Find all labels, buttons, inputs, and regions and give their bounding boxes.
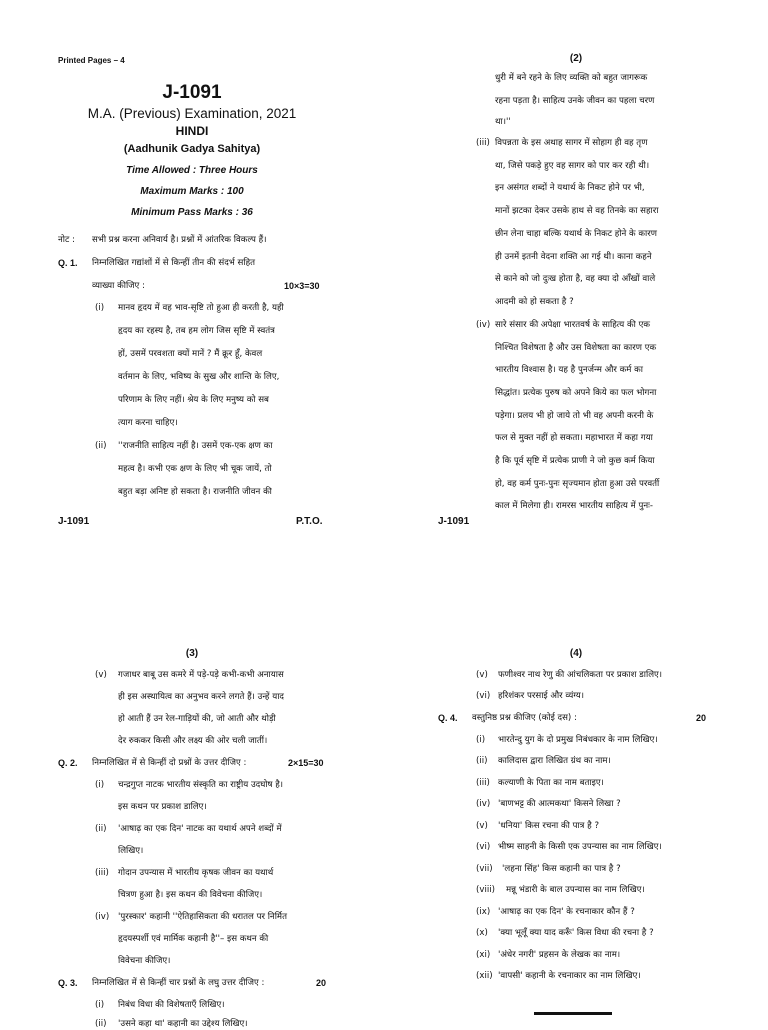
question-4-text: वस्तुनिष्ठ प्रश्न कीजिए (कोई दस) :	[472, 713, 577, 723]
page-1	[0, 0, 384, 527]
q2-i-line: इस कथन पर प्रकाश डालिए।	[118, 802, 207, 812]
page-number: (2)	[569, 53, 583, 64]
q2-i-line: चन्द्रगुप्त नाटक भारतीय संस्कृति का राष्ट्रीय उदघोष है।	[118, 780, 284, 790]
objective-item-text: 'बाणभट्ट की आत्मकथा' किसने लिखा ?	[498, 799, 621, 809]
passage-i-line: हृदय का रहस्य है, तब हम लोग जिस सृष्टि में स्वतंत्र	[118, 326, 275, 336]
objective-item-label: (iv)	[476, 799, 491, 809]
passage-iv-line: सिद्धांत। प्रत्येक पुरुष को अपने किये का फल भोगना	[495, 388, 657, 398]
q3-v-text: फणीश्वर नाथ रेणु की आंचलिकता पर प्रकाश डालिए।	[498, 670, 663, 680]
passage-ii-continued-line: धुरी में बने रहने के लिए व्यक्ति को बहुत जागरूक	[495, 73, 648, 83]
passage-v-line: ही इस अस्थायित्व का अनुभव करने लगते हैं। उन्हें याद	[118, 692, 284, 702]
passage-iv-line: हो, वह कर्म पुनः-पुनः सृज्यमान होता हुआ उसे परवर्ती	[495, 479, 660, 489]
passage-iii-line: विपन्नता के इस अथाह सागर में सोहाग ही वह तृण	[495, 138, 648, 148]
objective-item-label: (vi)	[476, 842, 491, 852]
subject-title: HINDI	[175, 124, 209, 138]
passage-iv-line: काल में मिलेगा ही। रामरस भारतीय साहित्य में पुनः-	[495, 501, 653, 511]
objective-item-text: कल्याणी के पिता का नाम बताइए।	[498, 778, 604, 788]
footer-code: J-1091	[58, 516, 90, 527]
printed-pages: Printed Pages – 4	[58, 56, 125, 65]
objective-item-text: 'वापसी' कहानी के रचनाकार का नाम लिखिए।	[498, 971, 641, 981]
end-of-paper-rule	[534, 1012, 612, 1015]
question-3-marks: 20	[316, 978, 327, 988]
passage-iv-line: पड़ेगा। प्रलय भी हो जाये तो भी वह अपनी करनी के	[495, 411, 654, 421]
q2-iv-line: विवेचना कीजिए।	[118, 956, 171, 966]
objective-item-label: (x)	[476, 928, 488, 938]
q2-iii-line: गोदान उपन्यास में भारतीय कृषक जीवन का यथार्थ	[118, 868, 274, 878]
page-2	[384, 0, 768, 527]
question-2-text: निम्नलिखित में से किन्हीं दो प्रश्नों के उत्तर दीजिए :	[92, 758, 247, 768]
passage-ii-line: महत्व है। कभी एक क्षण के लिए भी चूक जायें, तो	[118, 464, 272, 474]
passage-i-label: (i)	[95, 303, 105, 313]
passage-iii-line: इन असंगत शब्दों ने यथार्थ के निकट होने पर भी,	[495, 183, 645, 193]
objective-item-label: (xii)	[476, 971, 493, 981]
passage-iv-line: है कि पूर्व सृष्टि में प्रत्येक प्राणी ने जो कुछ कर्म किया	[495, 456, 655, 466]
note-text: सभी प्रश्न करना अनिवार्य है। प्रश्नों में आंतरिक विकल्प हैं।	[92, 235, 267, 245]
passage-iv-line: भारतीय विश्वास है। यह है पुनर्जन्म और कर्म का	[495, 365, 643, 375]
passage-ii-label: (ii)	[95, 441, 107, 451]
q3-vi-label: (vi)	[476, 691, 491, 701]
question-1-marks: 10×3=30	[284, 281, 320, 291]
passage-i-line: वर्तमान के लिए, भविष्य के सुख और शान्ति के लिए,	[118, 372, 280, 382]
objective-item-text: 'क्या भूलूँ क्या याद करूँ' किस विधा की रचना है ?	[498, 928, 654, 938]
question-1-label: Q. 1.	[58, 258, 78, 268]
objective-item-label: (i)	[476, 735, 486, 745]
question-4-label: Q. 4.	[438, 713, 458, 723]
page-number: (4)	[569, 648, 583, 659]
page-number: (3)	[185, 648, 199, 659]
q2-iii-line: चित्रण हुआ है। इस कथन की विवेचना कीजिए।	[118, 890, 263, 900]
passage-ii-line: ''राजनीति साहित्य नहीं है। उसमें एक-एक क्षण का	[118, 441, 273, 451]
objective-item-label: (ix)	[476, 907, 491, 917]
objective-item-text: 'धनिया' किस रचना की पात्र है ?	[498, 821, 600, 831]
footer-code: J-1091	[438, 516, 470, 527]
passage-v-label: (v)	[95, 670, 107, 680]
q3-ii-label: (ii)	[95, 1019, 107, 1029]
passage-iii-label: (iii)	[476, 138, 490, 148]
objective-item-label: (viii)	[476, 885, 495, 895]
passage-iii-line: से काने को जो दुःख होता है, वह क्या दो आँखों वाले	[495, 274, 656, 284]
question-3-label: Q. 3.	[58, 978, 78, 988]
objective-item-text: मन्नू भंडारी के बाल उपन्यास का नाम लिखिए।	[506, 885, 645, 895]
objective-item-label: (vii)	[476, 864, 493, 874]
objective-item-text: कालिदास द्वारा लिखित ग्रंथ का नाम।	[498, 756, 611, 766]
q2-ii-line: लिखिए।	[118, 846, 144, 856]
exam-title: M.A. (Previous) Examination, 2021	[87, 106, 297, 121]
question-3-text: निम्नलिखित में से किन्हीं चार प्रश्नों के लघु उत्तर दीजिए :	[92, 978, 265, 988]
q3-i-label: (i)	[95, 1000, 105, 1010]
page-3	[0, 512, 384, 1029]
q3-ii-text: 'उसने कहा था' कहानी का उद्देश्य लिखिए।	[118, 1019, 248, 1029]
objective-item-label: (xi)	[476, 950, 491, 960]
passage-ii-continued-line: था।''	[495, 117, 511, 127]
question-4-marks: 20	[696, 713, 707, 723]
objective-item-label: (iii)	[476, 778, 490, 788]
q2-ii-label: (ii)	[95, 824, 107, 834]
objective-item-text: भीष्म साहनी के किसी एक उपन्यास का नाम लिखिए।	[498, 842, 662, 852]
passage-v-line: गजाधर बाबू उस कमरे में पड़े-पड़े कभी-कभी अनायास	[118, 670, 284, 680]
passage-v-line: देर रुककर किसी और लक्ष्य की ओर चली जातीं।	[118, 736, 268, 746]
passage-iv-line: निश्चित विशेषता है और उस विशेषता का कारण एक	[495, 343, 657, 353]
passage-iii-line: था, जिसे पकड़े हुए वह सागर को पार कर रही थी।	[495, 161, 650, 171]
q2-iv-line: हृदयस्पर्शी एवं मार्मिक कहानी है''– इस कथन की	[118, 934, 269, 944]
passage-iii-line: छीन लेना चाहा बल्कि यथार्थ के निकट होने के कारण	[495, 229, 657, 239]
objective-item-text: 'आषाढ़ का एक दिन' के रचनाकार कौन हैं ?	[498, 907, 635, 917]
q3-i-text: निबंध विधा की विशेषताएँ लिखिए।	[118, 1000, 225, 1010]
time-allowed: Time Allowed : Three Hours	[126, 165, 258, 176]
passage-ii-continued-line: रहना पड़ता है। साहित्य उनके जीवन का पहला चरण	[495, 96, 655, 106]
question-2-marks: 2×15=30	[288, 758, 324, 768]
passage-v-line: हो आती हैं उन रेल-गाड़ियों की, जो आती और थोड़ी	[118, 714, 276, 724]
question-1-line: व्याख्या कीजिए :	[92, 281, 145, 291]
q2-iii-label: (iii)	[95, 868, 109, 878]
q2-iv-label: (iv)	[95, 912, 110, 922]
passage-iii-line: आदमी को हो सकता है ?	[495, 297, 574, 307]
objective-item-text: 'अंधेर नगरी' प्रहसन के लेखक का नाम।	[498, 950, 621, 960]
page-4	[384, 512, 768, 1024]
question-1-line: निम्नलिखित गद्यांशों में से किन्हीं तीन की संदर्भ सहित	[92, 258, 256, 268]
passage-iii-line: ही उनमें इतनी वेदना शक्ति आ गई थी। काना कहने	[495, 252, 652, 262]
note-label: नोट :	[58, 235, 75, 245]
q2-i-label: (i)	[95, 780, 105, 790]
paper-code: J-1091	[162, 82, 222, 103]
q3-v-label: (v)	[476, 670, 488, 680]
passage-iv-label: (iv)	[476, 320, 491, 330]
objective-item-label: (v)	[476, 821, 488, 831]
q3-vi-text: हरिशंकर परसाई और व्यंग्य।	[498, 691, 584, 701]
passage-i-line: परिणाम के लिए नहीं। श्रेय के लिए मनुष्य को सब	[118, 395, 269, 405]
objective-item-text: 'लहना सिंह' किस कहानी का पात्र है ?	[502, 864, 621, 874]
objective-item-text: भारतेन्दु युग के दो प्रमुख निबंधकार के नाम लिखिए।	[498, 735, 658, 745]
q2-ii-line: 'आषाढ़ का एक दिन' नाटक का यथार्थ अपने शब्दों में	[118, 824, 282, 834]
passage-iv-line: फल से मुक्त नहीं हो सकता। महाभारत में कहा गया	[495, 433, 653, 443]
passage-i-line: मानव हृदय में वह भाव-सृष्टि तो हुआ ही करती है, यही	[118, 303, 284, 313]
passage-i-line: त्याग करना चाहिए।	[118, 418, 178, 428]
passage-i-line: हों, उसमें परवशता क्यों मानें ? मैं क्रूर हूँ, केवल	[118, 349, 263, 359]
passage-iii-line: मानों झटका देकर उसके हाथ से वह तिनके का सहारा	[495, 206, 659, 216]
question-2-label: Q. 2.	[58, 758, 78, 768]
footer-pto: P.T.O.	[296, 516, 323, 527]
objective-item-label: (ii)	[476, 756, 488, 766]
paper-title: (Aadhunik Gadya Sahitya)	[123, 143, 261, 155]
q2-iv-line: 'पुरस्कार' कहानी ''ऐतिहासिकता की धरातल पर निर्मित	[118, 912, 287, 922]
minimum-pass-marks: Minimum Pass Marks : 36	[131, 207, 253, 218]
passage-iv-line: सारे संसार की अपेक्षा भारतवर्ष के साहित्य की एक	[495, 320, 650, 330]
maximum-marks: Maximum Marks : 100	[140, 186, 244, 197]
passage-ii-line: बहुत बड़ा अनिष्ट हो सकता है। राजनीति जीवन की	[118, 487, 272, 497]
